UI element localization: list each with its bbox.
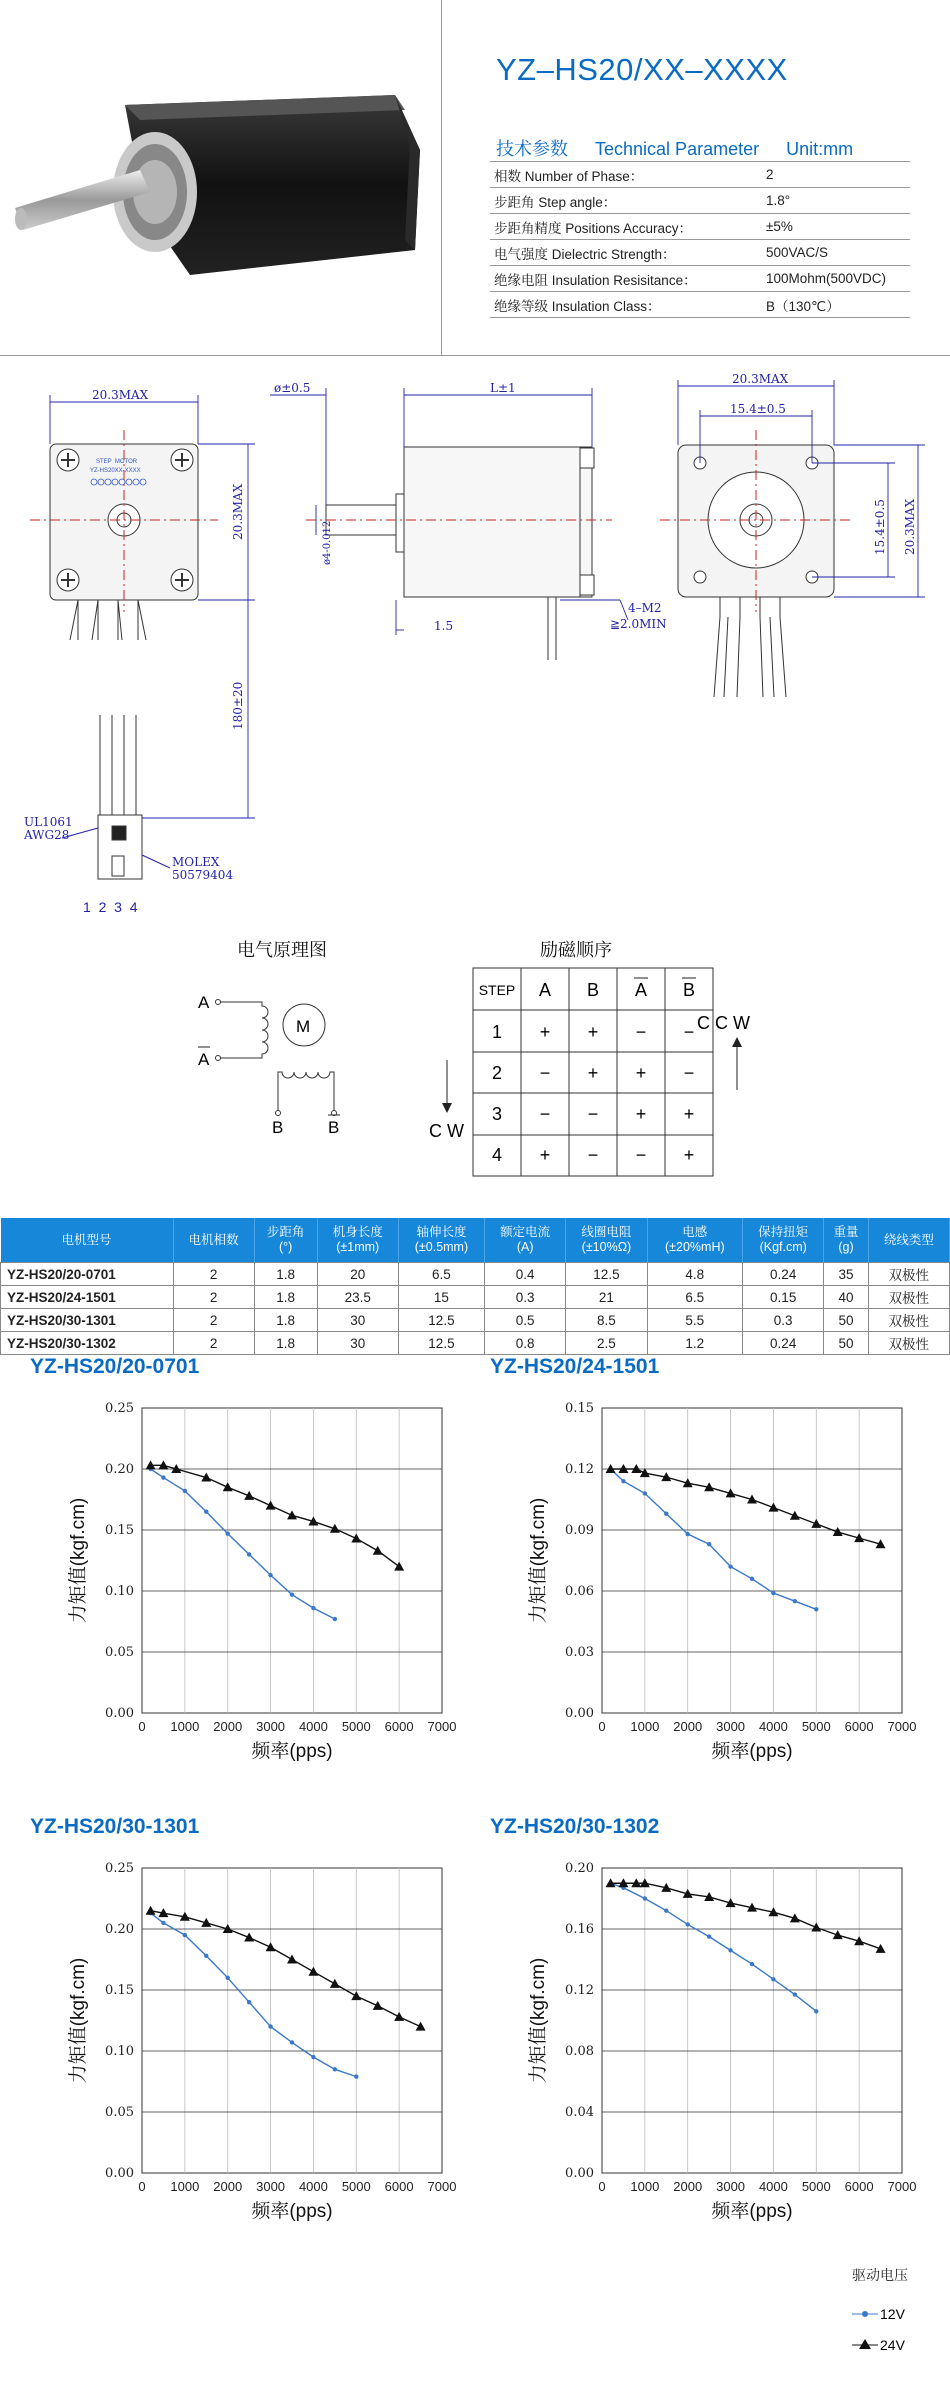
spec-header: 绕线类型 [868, 1218, 949, 1263]
legend-12v-label: 12V [880, 2306, 905, 2322]
x-tick-label: 2000 [213, 1719, 243, 1734]
data-point-12v [728, 1564, 732, 1568]
x-tick-label: 7000 [887, 1719, 917, 1734]
y-tick-label: 0.20 [565, 1861, 594, 1876]
spec-cell: 1.8 [254, 1332, 317, 1355]
header-divider-v [441, 0, 442, 355]
data-point-12v [664, 1909, 668, 1913]
seq-cell: − [539, 1063, 551, 1083]
x-tick-label: 7000 [887, 2179, 917, 2194]
y-tick-label: 0.00 [105, 1706, 134, 1721]
param-label: 步距角精度 Positions Accuracy： [490, 214, 762, 240]
spec-row [1, 1286, 950, 1309]
torque-chart-2 [520, 1395, 930, 1775]
molex-label-1: MOLEX [172, 855, 220, 869]
coil-a [216, 1000, 269, 1061]
x-tick-label: 0 [598, 2179, 606, 2194]
dim-height: 20.3MAX [231, 483, 245, 540]
spec-cell: 2 [173, 1286, 254, 1309]
spec-cell: 12.5 [398, 1309, 484, 1332]
data-point-12v [183, 1489, 187, 1493]
y-tick-label: 0.10 [105, 1584, 134, 1599]
page-title: YZ–HS20/XX–XXXX [496, 52, 788, 87]
seq-cell: + [587, 1063, 599, 1083]
data-point-12v [771, 1977, 775, 1981]
data-point-12v [161, 1475, 165, 1479]
legend [850, 2300, 940, 2380]
spec-cell: 6.5 [398, 1263, 484, 1286]
param-label: 步距角 Step angle： [490, 188, 762, 214]
spec-cell: 0.24 [743, 1332, 824, 1355]
data-point-12v [707, 1934, 711, 1938]
x-tick-label: 5000 [801, 2179, 831, 2194]
spec-model-cell: YZ-HS20/24-1501 [1, 1286, 174, 1309]
seq-header-abar: A [634, 980, 648, 1000]
param-row [490, 188, 910, 214]
spec-cell: 8.5 [566, 1309, 647, 1332]
x-tick-label: 3000 [716, 1719, 746, 1734]
chart-title-4: YZ-HS20/30-1302 [490, 1815, 660, 1838]
data-point-12v [311, 2055, 315, 2059]
spec-cell: 12.5 [566, 1263, 647, 1286]
legend-12v-marker [862, 2311, 868, 2317]
spec-cell: 0.24 [743, 1263, 824, 1286]
y-tick-label: 0.05 [105, 1645, 134, 1660]
data-point-12v [750, 1962, 754, 1966]
seq-cell: + [635, 1104, 647, 1124]
spec-cell: 双极性 [868, 1263, 949, 1286]
param-row [490, 240, 910, 266]
param-value: 100Mohm(500VDC) [762, 266, 910, 292]
terminal-a: A [198, 993, 210, 1012]
electrical-title: 电气原理图 [237, 940, 327, 960]
legend-24v-marker [859, 2339, 871, 2349]
param-value: 2 [762, 162, 910, 188]
torque-chart-1 [60, 1395, 470, 1775]
seq-cell: + [635, 1063, 647, 1083]
y-tick-label: 0.00 [565, 2166, 594, 2181]
data-point-12v [247, 1552, 251, 1556]
seq-header-step: STEP [478, 982, 516, 998]
motor-symbol: M [296, 1017, 311, 1036]
x-tick-label: 5000 [801, 1719, 831, 1734]
param-heading-cn: 技术参数 [496, 139, 568, 159]
ul-label-2: AWG28 [24, 828, 70, 842]
data-point-12v [226, 1531, 230, 1535]
x-tick-label: 1000 [170, 2179, 200, 2194]
x-tick-label: 2000 [673, 1719, 703, 1734]
data-point-12v [686, 1532, 690, 1536]
param-label: 电气强度 Dielectric Strength： [490, 240, 762, 266]
x-tick-label: 6000 [384, 2179, 414, 2194]
spec-model-cell: YZ-HS20/30-1301 [1, 1309, 174, 1332]
x-tick-label: 3000 [716, 2179, 746, 2194]
y-axis-label: 力矩值(kgf.cm) [68, 1957, 89, 2084]
spec-cell: 0.3 [743, 1309, 824, 1332]
plot-area [142, 1408, 442, 1713]
data-point-12v [311, 1606, 315, 1610]
spec-cell: 50 [824, 1309, 868, 1332]
spec-header: 线圈电阻 (±10%Ω) [566, 1218, 647, 1263]
spec-row [1, 1332, 950, 1355]
y-tick-label: 0.09 [565, 1523, 594, 1538]
y-axis-label: 力矩值(kgf.cm) [528, 1957, 549, 2084]
seq-header-b: B [586, 980, 600, 1000]
cw-arrow [442, 1060, 452, 1113]
x-tick-label: 7000 [427, 1719, 457, 1734]
data-point-12v [814, 1607, 818, 1611]
y-tick-label: 0.16 [565, 1922, 594, 1937]
spec-table [0, 1218, 950, 1355]
spec-cell: 30 [317, 1309, 398, 1332]
param-value: 500VAC/S [762, 240, 910, 266]
seq-cell: 2 [491, 1063, 503, 1083]
spec-cell: 23.5 [317, 1286, 398, 1309]
spec-cell: 2 [173, 1309, 254, 1332]
x-tick-label: 2000 [213, 2179, 243, 2194]
data-point-12v [183, 1933, 187, 1937]
data-point-12v [750, 1577, 754, 1581]
seq-cell: − [683, 1022, 695, 1042]
spec-header: 电机相数 [173, 1218, 254, 1263]
param-row [490, 266, 910, 292]
side-m2-2: ≧2.0MIN [610, 617, 667, 631]
data-point-12v [354, 2074, 358, 2078]
spec-cell: 35 [824, 1263, 868, 1286]
x-tick-label: 0 [138, 1719, 146, 1734]
spec-cell: 2 [173, 1332, 254, 1355]
side-1-5: 1.5 [434, 619, 454, 633]
terminal-b: B [272, 1118, 284, 1135]
spec-header: 电机型号 [1, 1218, 174, 1263]
header-divider-h [0, 355, 950, 356]
legend-title: 驱动电压 [852, 2267, 908, 2283]
param-value: 1.8° [762, 188, 910, 214]
side-m2-1: 4–M2 [628, 601, 662, 615]
x-axis-label: 频率(pps) [711, 1741, 793, 1762]
spec-header: 重量 (g) [824, 1218, 868, 1263]
side-L: L±1 [490, 381, 516, 395]
spec-cell: 21 [566, 1286, 647, 1309]
spec-cell: 6.5 [647, 1286, 743, 1309]
ccw-arrow [732, 1037, 742, 1090]
y-tick-label: 0.15 [105, 1983, 134, 1998]
spec-cell: 1.8 [254, 1286, 317, 1309]
torque-chart-4 [520, 1855, 930, 2235]
shaft-diameter: ø4-0.012 [322, 520, 333, 565]
param-heading-unit: Unit:mm [786, 139, 854, 159]
spec-row [1, 1309, 950, 1332]
spec-header: 机身长度 (±1mm) [317, 1218, 398, 1263]
molex-label-2: 50579404 [172, 868, 234, 882]
seq-header-bbar: B [682, 980, 696, 1000]
dim-cable: 180±20 [231, 681, 245, 730]
param-table [490, 161, 910, 318]
x-tick-label: 4000 [298, 2179, 328, 2194]
seq-cell: + [683, 1104, 695, 1124]
chart-title-1: YZ-HS20/20-0701 [30, 1355, 200, 1378]
y-tick-label: 0.20 [105, 1922, 134, 1937]
spec-cell: 1.8 [254, 1263, 317, 1286]
terminal-bbar: B [328, 1118, 340, 1135]
legend-24v-label: 24V [880, 2337, 905, 2353]
spec-cell: 0.4 [485, 1263, 566, 1286]
ccw-label: C C W [697, 1013, 750, 1033]
sequence-headers [479, 980, 695, 1000]
param-row [490, 214, 910, 240]
motor-photo [15, 80, 430, 280]
data-point-12v [621, 1479, 625, 1483]
y-tick-label: 0.05 [105, 2105, 134, 2120]
x-tick-label: 6000 [844, 1719, 874, 1734]
spec-cell: 50 [824, 1332, 868, 1355]
data-point-12v [204, 1954, 208, 1958]
seq-cell: + [683, 1145, 695, 1165]
seq-cell: − [587, 1145, 599, 1165]
x-tick-label: 6000 [384, 1719, 414, 1734]
param-value: B（130℃） [762, 292, 910, 318]
x-tick-label: 4000 [758, 2179, 788, 2194]
data-point-12v [686, 1922, 690, 1926]
data-point-12v [290, 1592, 294, 1596]
seq-cell: 4 [491, 1145, 503, 1165]
data-point-12v [664, 1512, 668, 1516]
seq-cell: + [587, 1022, 599, 1042]
spec-header: 轴伸长度 (±0.5mm) [398, 1218, 484, 1263]
spec-cell: 5.5 [647, 1309, 743, 1332]
pin-numbers: 1 2 3 4 [83, 899, 138, 915]
x-tick-label: 1000 [630, 1719, 660, 1734]
spec-cell: 双极性 [868, 1309, 949, 1332]
x-axis-label: 频率(pps) [251, 1741, 333, 1762]
front-right-dim: 20.3MAX [903, 498, 917, 555]
y-tick-label: 0.12 [565, 1983, 594, 1998]
data-point-12v [290, 2040, 294, 2044]
x-tick-label: 5000 [341, 2179, 371, 2194]
x-tick-label: 4000 [758, 1719, 788, 1734]
front-view-left [50, 444, 198, 879]
x-tick-label: 3000 [256, 2179, 286, 2194]
y-axis-label: 力矩值(kgf.cm) [528, 1497, 549, 1624]
param-value: ±5% [762, 214, 910, 240]
dim-width-top: 20.3MAX [92, 388, 149, 402]
plot-area [602, 1868, 902, 2173]
front-top-dim: 20.3MAX [732, 372, 789, 386]
x-axis-label: 频率(pps) [251, 2201, 333, 2222]
x-tick-label: 6000 [844, 2179, 874, 2194]
ul-label-1: UL1061 [24, 815, 73, 829]
data-point-12v [226, 1976, 230, 1980]
x-tick-label: 4000 [298, 1719, 328, 1734]
motor-label-2: YZ-HS20XX-XXXX [90, 468, 141, 474]
y-tick-label: 0.20 [105, 1462, 134, 1477]
spec-model-cell: YZ-HS20/30-1302 [1, 1332, 174, 1355]
coil-b [276, 1072, 337, 1116]
spec-row [1, 1263, 950, 1286]
seq-cell: − [683, 1063, 695, 1083]
seq-cell: 1 [491, 1022, 503, 1042]
data-point-12v [333, 2067, 337, 2071]
x-tick-label: 7000 [427, 2179, 457, 2194]
y-tick-label: 0.25 [105, 1861, 134, 1876]
data-point-12v [793, 1992, 797, 1996]
data-point-12v [268, 2024, 272, 2028]
sequence-title: 励磁顺序 [540, 940, 612, 960]
spec-header: 额定电流 (A) [485, 1218, 566, 1263]
x-tick-label: 2000 [673, 2179, 703, 2194]
data-point-12v [814, 2009, 818, 2013]
spec-cell: 0.3 [485, 1286, 566, 1309]
spec-header: 电感 (±20%mH) [647, 1218, 743, 1263]
spec-cell: 0.8 [485, 1332, 566, 1355]
spec-header-row [1, 1218, 950, 1263]
spec-cell: 1.2 [647, 1332, 743, 1355]
spec-cell: 4.8 [647, 1263, 743, 1286]
param-heading-en: Technical Parameter [595, 139, 760, 159]
x-axis-label: 频率(pps) [711, 2201, 793, 2222]
seq-cell: − [635, 1022, 647, 1042]
spec-cell: 20 [317, 1263, 398, 1286]
param-row [490, 292, 910, 318]
y-tick-label: 0.25 [105, 1401, 134, 1416]
spec-model-cell: YZ-HS20/20-0701 [1, 1263, 174, 1286]
x-tick-label: 1000 [170, 1719, 200, 1734]
y-tick-label: 0.12 [565, 1462, 594, 1477]
y-tick-label: 0.15 [105, 1523, 134, 1538]
param-row [490, 162, 910, 188]
y-tick-label: 0.08 [565, 2044, 594, 2059]
spec-cell: 12.5 [398, 1332, 484, 1355]
spec-cell: 1.8 [254, 1309, 317, 1332]
spec-cell: 2.5 [566, 1332, 647, 1355]
data-point-12v [771, 1591, 775, 1595]
technical-drawing [0, 360, 950, 920]
data-point-12v [247, 2000, 251, 2004]
y-tick-label: 0.00 [565, 1706, 594, 1721]
spec-cell: 双极性 [868, 1332, 949, 1355]
param-label: 绝缘等级 Insulation Class： [490, 292, 762, 318]
seq-cell: − [539, 1104, 551, 1124]
data-point-12v [643, 1491, 647, 1495]
y-tick-label: 0.03 [565, 1645, 594, 1660]
data-point-12v [268, 1573, 272, 1577]
chart-title-2: YZ-HS20/24-1501 [490, 1355, 660, 1378]
seq-header-a: A [538, 980, 552, 1000]
molex-leader [142, 855, 170, 868]
y-tick-label: 0.15 [565, 1401, 594, 1416]
plot-area [602, 1408, 902, 1713]
x-tick-label: 0 [598, 1719, 606, 1734]
data-point-12v [707, 1542, 711, 1546]
seq-cell: + [539, 1145, 551, 1165]
spec-cell: 双极性 [868, 1286, 949, 1309]
spec-cell: 15 [398, 1286, 484, 1309]
x-tick-label: 0 [138, 2179, 146, 2194]
motor-label-1: STEP MOTOR [96, 459, 138, 465]
spec-header: 步距角 (°) [254, 1218, 317, 1263]
sequence-table [425, 965, 765, 1180]
side-view [326, 447, 594, 660]
spec-cell: 2 [173, 1263, 254, 1286]
data-point-12v [793, 1599, 797, 1603]
y-tick-label: 0.06 [565, 1584, 594, 1599]
side-phi: ø±0.5 [274, 381, 311, 395]
param-heading [496, 135, 875, 161]
y-tick-label: 0.00 [105, 2166, 134, 2181]
chart-title-3: YZ-HS20/30-1301 [30, 1815, 200, 1838]
front-right-inner-dim: 15.4±0.5 [873, 499, 887, 555]
data-point-12v [204, 1510, 208, 1514]
front-inner-dim: 15.4±0.5 [730, 402, 786, 416]
x-tick-label: 1000 [630, 2179, 660, 2194]
seq-cell: − [587, 1104, 599, 1124]
seq-cell: + [539, 1022, 551, 1042]
data-point-12v [333, 1617, 337, 1621]
data-point-12v [161, 1921, 165, 1925]
data-point-12v [643, 1896, 647, 1900]
x-tick-label: 5000 [341, 1719, 371, 1734]
torque-chart-3 [60, 1855, 470, 2235]
data-point-12v [728, 1948, 732, 1952]
cw-label: C W [429, 1121, 464, 1141]
spec-cell: 0.15 [743, 1286, 824, 1309]
y-tick-label: 0.04 [565, 2105, 594, 2120]
spec-header: 保持扭矩 (Kgf.cm) [743, 1218, 824, 1263]
spec-cell: 30 [317, 1332, 398, 1355]
spec-cell: 40 [824, 1286, 868, 1309]
y-axis-label: 力矩值(kgf.cm) [68, 1497, 89, 1624]
param-label: 相数 Number of Phase： [490, 162, 762, 188]
seq-cell: 3 [491, 1104, 503, 1124]
y-tick-label: 0.10 [105, 2044, 134, 2059]
x-tick-label: 3000 [256, 1719, 286, 1734]
electrical-diagram [190, 985, 380, 1135]
spec-cell: 0.5 [485, 1309, 566, 1332]
terminal-abar: A [198, 1050, 210, 1069]
param-label: 绝缘电阻 Insulation Resisitance： [490, 266, 762, 292]
seq-cell: − [635, 1145, 647, 1165]
